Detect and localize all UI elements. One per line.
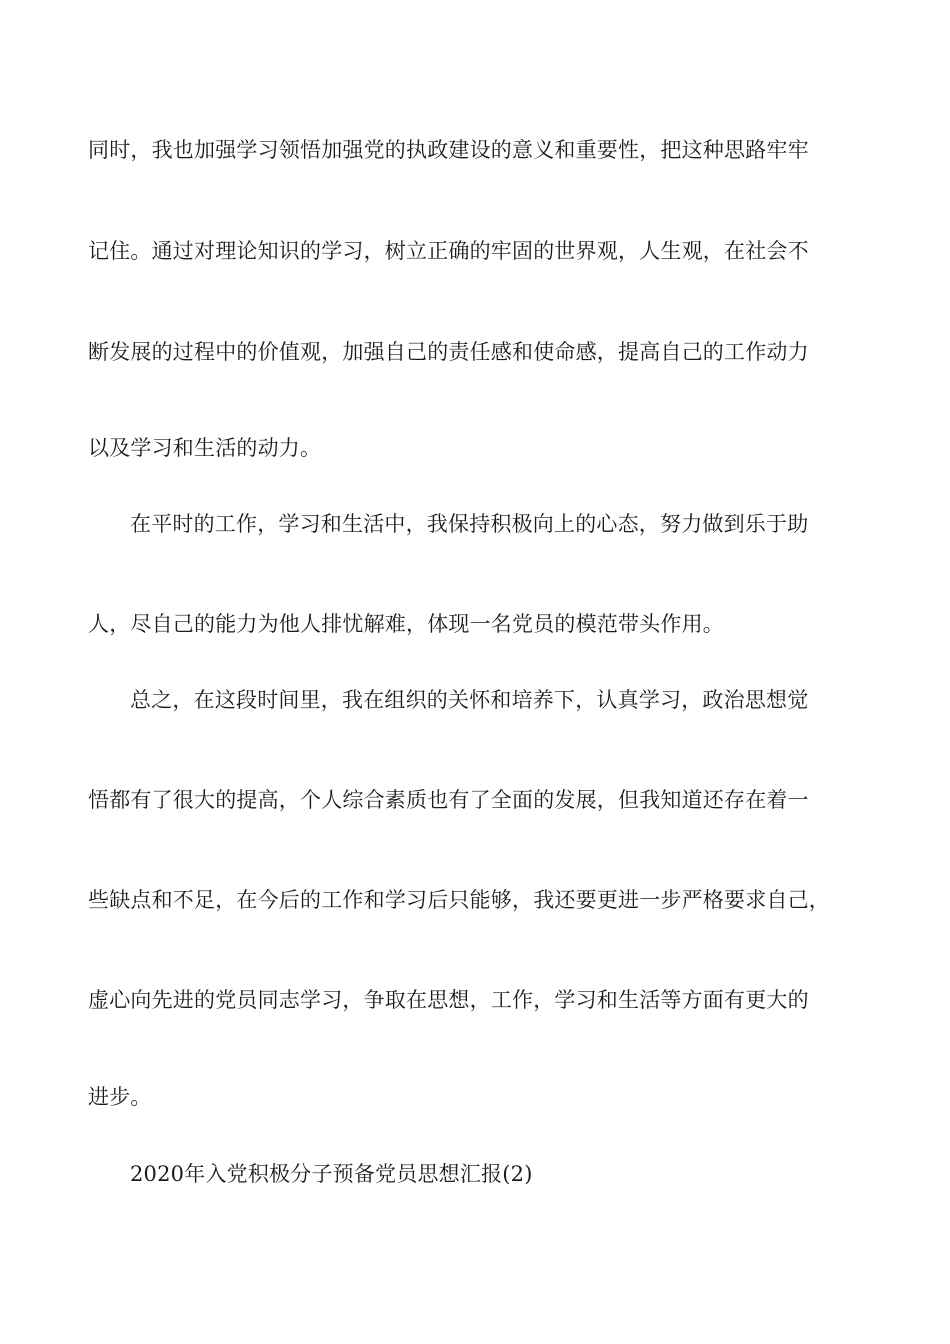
- paragraph-line: 在平时的工作，学习和生活中，我保持积极向上的心态，努力做到乐于助: [130, 512, 809, 536]
- paragraph-line: 断发展的过程中的价值观，加强自己的责任感和使命感，提高自己的工作动力: [88, 340, 809, 364]
- paragraph-line: 同时，我也加强学习领悟加强党的执政建设的意义和重要性，把这种思路牢牢: [88, 138, 809, 162]
- paragraph-line: 悟都有了很大的提高，个人综合素质也有了全面的发展，但我知道还存在着一: [88, 788, 809, 812]
- paragraph-line: 总之，在这段时间里，我在组织的关怀和培养下，认真学习，政治思想觉: [130, 688, 809, 712]
- section-title: 2020年入党积极分子预备党员思想汇报(2): [130, 1162, 533, 1186]
- paragraph-line: 人，尽自己的能力为他人排忧解难，体现一名党员的模范带头作用。: [88, 612, 724, 636]
- paragraph-line: 以及学习和生活的动力。: [88, 436, 322, 460]
- paragraph-line: 虚心向先进的党员同志学习，争取在思想，工作，学习和生活等方面有更大的: [88, 988, 809, 1012]
- paragraph-line: 进步。: [88, 1085, 152, 1109]
- paragraph-line: 些缺点和不足，在今后的工作和学习后只能够，我还要更进一步严格要求自己，: [88, 888, 830, 912]
- paragraph-line: 记住。通过对理论知识的学习，树立正确的牢固的世界观，人生观，在社会不: [88, 239, 809, 263]
